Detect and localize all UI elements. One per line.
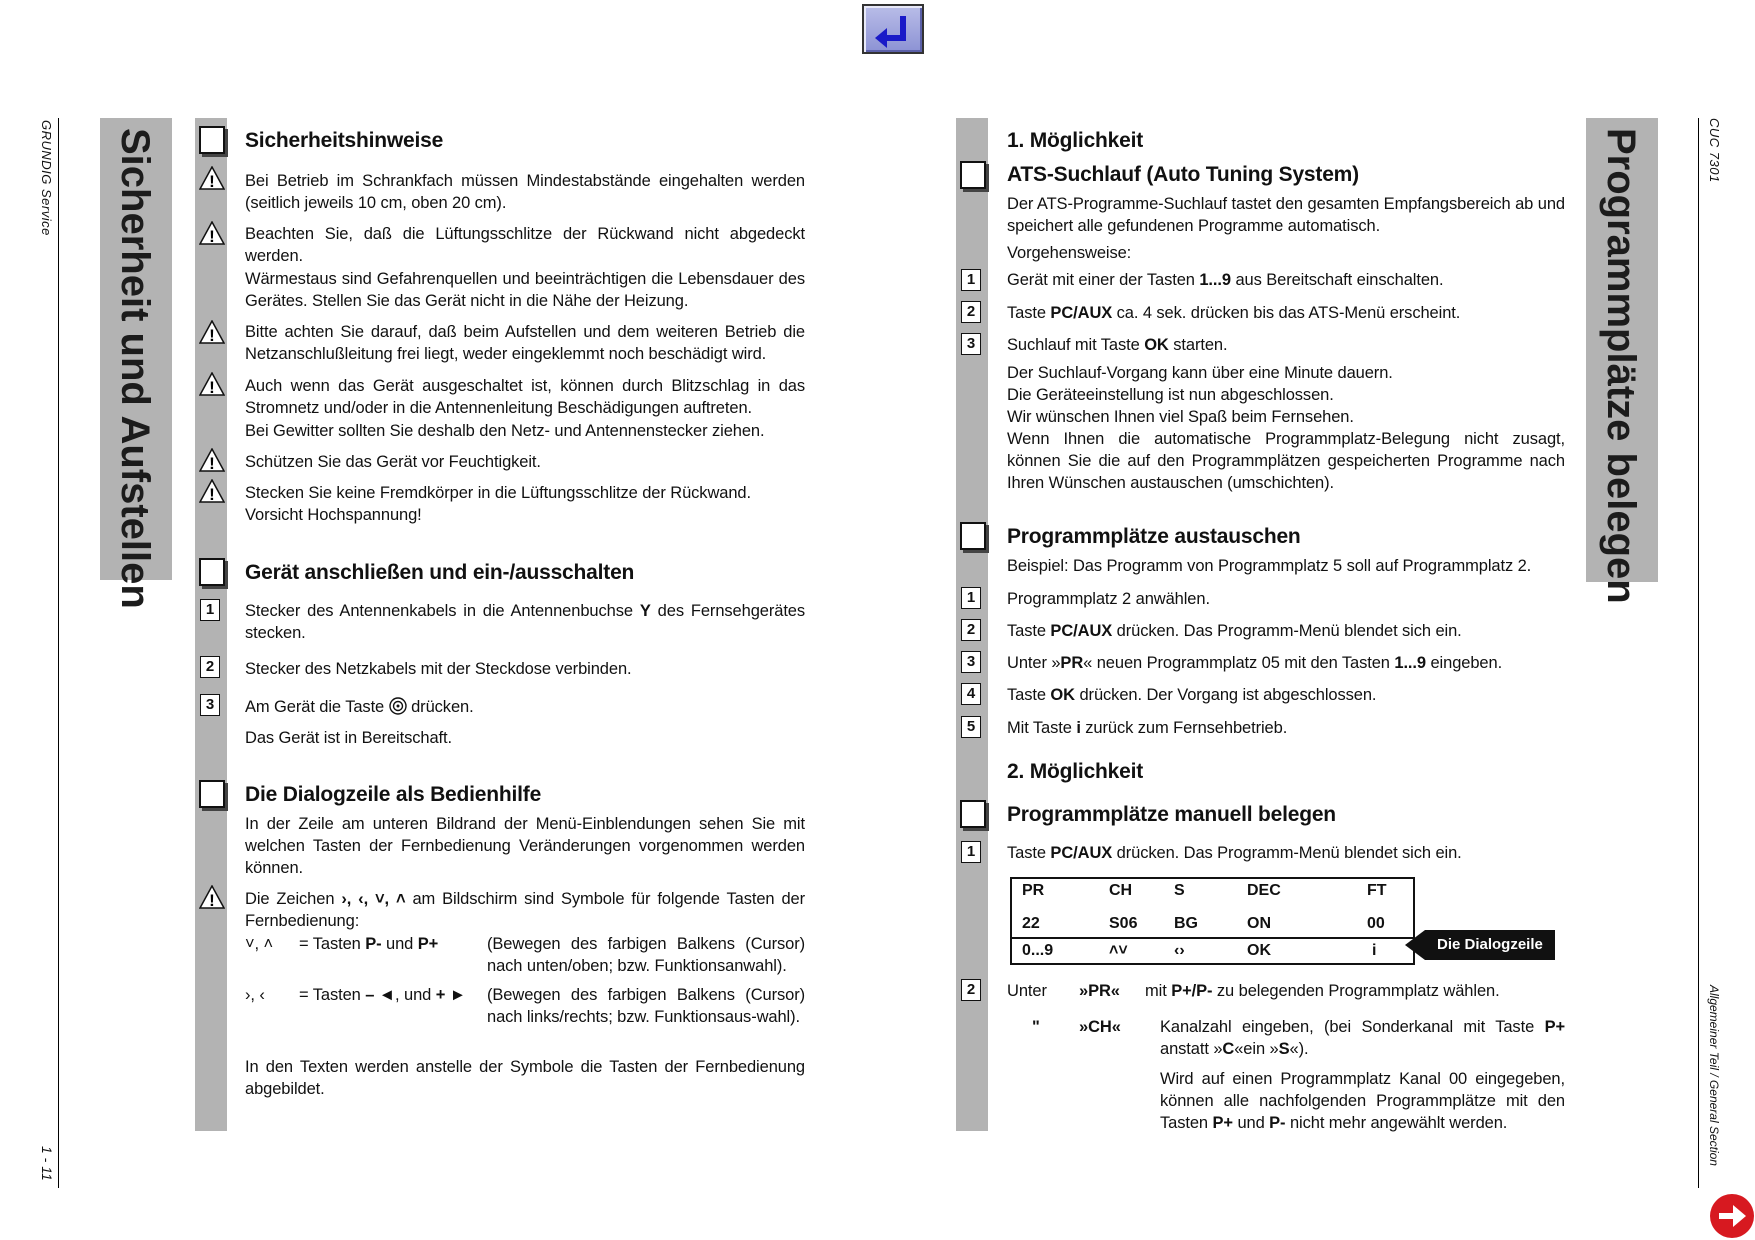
step-number: 2 [961,619,981,641]
safety-note: Bei Gewitter sollten Sie deshalb den Netz- und Antennenstecker ziehen. [245,422,765,440]
step-number: 3 [200,694,220,716]
paragraph: Vorgehensweise: [1007,244,1132,262]
table-header: DEC [1247,882,1281,899]
chapter-title: Programmplätze belegen [1599,128,1643,604]
step-text: Taste PC/AUX drücken. Das Programm-Menü blendet sich ein. [1007,844,1462,862]
step-text: Kanalzahl eingeben, (bei Sonderkanal mit Taste P+ anstatt »C«ein »S«). [1160,1018,1566,1058]
key-mapping: = Tasten P- und P+ [299,935,439,953]
section-heading: 2. Möglichkeit [1007,760,1144,783]
safety-note: Wärmestaus sind Gefahrenquellen und beeinträchtigen die Lebensdauer des Gerätes. Stellen Sie das Gerät nicht in die Nähe der Heizung. [245,270,805,310]
table-cell: i [1372,942,1377,959]
paragraph: In der Zeile am unteren Bildrand der Menü-Einblendungen sehen Sie mit welchen Tasten der Fernbedienung Veränderungen vorgenommen werden können. [245,815,805,877]
step-number: 1 [200,599,220,621]
step-text: Mit Taste i zurück zum Fernsehbetrieb. [1007,719,1288,737]
section-heading: Programmplätze manuell belegen [1007,803,1336,826]
step-note: Das Gerät ist in Bereitschaft. [245,729,452,747]
warning-icon [199,448,225,472]
table-header: CH [1109,882,1133,899]
section-box-icon [960,522,986,550]
step-text: Am Gerät die Taste drücken. [245,698,474,716]
chapter-title: Sicherheit und Aufstellen [113,128,157,609]
safety-note: Stecken Sie keine Fremdkörper in die Lüftungsschlitze der Rückwand. [245,484,751,502]
warning-icon [199,166,225,190]
section-heading: 1. Möglichkeit [1007,129,1144,152]
step-note: Die Geräteeinstellung ist nun abgeschlossen. [1007,386,1334,404]
step-number: 3 [961,333,981,355]
section-label: Allgemeiner Teil / General Section [1707,985,1721,1166]
paragraph: Beispiel: Das Programm von Programmplatz 5 soll auf Programmplatz 2. [1007,557,1532,575]
step-note: Wir wünschen Ihnen viel Spaß beim Fernsehen. [1007,408,1354,426]
table-cell: ‹› [1174,942,1185,959]
svg-text:!: ! [209,227,215,245]
warning-icon [199,885,225,909]
safety-note: Bitte achten Sie darauf, daß beim Aufstellen und dem weiteren Betrieb die Netzanschlußleitung frei liegt, weder eingeklemmt noch beschädigt wird. [245,323,805,363]
icon-gutter [195,118,227,1131]
margin-rule [58,118,59,1188]
table-cell: ˄˅ [1109,942,1128,959]
step-text: Unter »PR« neuen Programmplatz 05 mit den Tasten 1...9 eingeben. [1007,654,1503,672]
safety-note: Schützen Sie das Gerät vor Feuchtigkeit. [245,453,541,471]
step-text: Taste PC/AUX ca. 4 sek. drücken bis das ATS-Menü erscheint. [1007,304,1461,322]
table-cell: S06 [1109,915,1138,932]
section-box-icon [960,800,986,828]
table-cell: 22 [1022,915,1040,932]
page-number: 1 - 11 [39,1146,55,1181]
safety-note: Bei Betrieb im Schrankfach müssen Mindestabstände eingehalten werden (seitlich jeweils 10 cm, oben 20 cm). [245,172,805,212]
section-box-icon [199,780,225,808]
svg-text:!: ! [209,378,215,396]
symbol-glyph: ›, ‹ [245,986,265,1004]
return-arrow-icon [873,12,913,48]
section-heading: ATS-Suchlauf (Auto Tuning System) [1007,163,1359,186]
table-cell: 0...9 [1022,942,1054,959]
warning-icon [199,320,225,344]
margin-rule [1698,118,1699,1188]
svg-text:!: ! [209,454,215,472]
step-number: 2 [200,656,220,678]
table-cell: BG [1174,915,1198,932]
section-heading: Programmplätze austauschen [1007,525,1301,548]
step-number: 1 [961,841,981,863]
step-text: Stecker des Netzkabels mit der Steckdose verbinden. [245,660,632,678]
table-cell: OK [1247,942,1271,959]
table-cell: ON [1247,915,1271,932]
warning-icon [199,479,225,503]
section-box-icon [960,161,986,189]
ditto-mark: " [1032,1018,1040,1036]
svg-text:!: ! [209,326,215,344]
table-header: PR [1022,882,1045,899]
step-text: Gerät mit einer der Tasten 1...9 aus Bereitschaft einschalten. [1007,271,1444,289]
step-number: 2 [961,301,981,323]
key-description: (Bewegen des farbigen Balkens (Cursor) nach unten/oben; bzw. Funktionsanwahl). [487,935,805,975]
warning-icon [199,372,225,396]
key-mapping: = Tasten – ◄, und + ► [299,986,466,1004]
step-text: Programmplatz 2 anwählen. [1007,590,1210,608]
table-header: FT [1367,882,1387,899]
step-note: Wird auf einen Programmplatz Kanal 00 eingegeben, können alle nachfolgenden Programmplätze mit den Tasten P+ und P- nicht mehr angewählt werden. [1160,1070,1565,1132]
step-note: Der Suchlauf-Vorgang kann über eine Minute dauern. [1007,364,1393,382]
dialog-row [1012,939,1413,965]
table-row [1012,912,1413,938]
step-text: Taste PC/AUX drücken. Das Programm-Menü blendet sich ein. [1007,622,1462,640]
back-button[interactable] [862,4,924,54]
safety-note: Auch wenn das Gerät ausgeschaltet ist, können durch Blitzschlag in das Stromnetz und/oder in die Antennenleitung Beschädigungen auftreten. [245,377,805,417]
table-cell: 00 [1367,915,1385,932]
section-box-icon [199,126,225,154]
field-name: »CH« [1079,1018,1121,1036]
safety-note: Beachten Sie, daß die Lüftungsschlitze der Rückwand nicht abgedeckt werden. [245,225,805,265]
program-menu-table [1010,877,1415,965]
step-number: 1 [961,269,981,291]
paragraph: Die Zeichen ›, ‹, ˅, ˄ am Bildschirm sind Symbole für folgende Tasten der Fernbedienung: [245,890,805,930]
step-text: mit P+/P- zu belegenden Programmplatz wählen. [1145,982,1500,1000]
antenna-icon: Y [639,602,651,620]
symbol-glyph: ˅, ˄ [245,935,274,953]
dialog-symbols: ›, ‹, ˅, ˄ [341,890,406,908]
step-text: Unter [1007,982,1047,1000]
paragraph: Der ATS-Programme-Suchlauf tastet den gesamten Empfangsbereich ab und speichert alle gefundenen Programme automatisch. [1007,195,1565,235]
table-header: S [1174,882,1185,899]
next-page-button[interactable] [1710,1194,1754,1238]
power-standby-icon [389,697,407,715]
key-description: (Bewegen des farbigen Balkens (Cursor) nach links/rechts; bzw. Funktionsaus-wahl). [487,986,805,1026]
table-header-row [1012,879,1413,905]
section-heading: Die Dialogzeile als Bedienhilfe [245,783,542,806]
step-number: 1 [961,587,981,609]
section-box-icon [199,558,225,586]
chapter-title-bar [1586,118,1658,604]
step-text: Taste OK drücken. Der Vorgang ist abgeschlossen. [1007,686,1377,704]
step-text: Stecker des Antennenkabels in die Antennenbuchse Y des Fernsehgerätes stecken. [245,602,806,642]
section-heading: Sicherheitshinweise [245,129,444,152]
brand-label: GRUNDIG Service [39,120,54,236]
model-label: CUC 7301 [1707,118,1722,183]
step-note: Wenn Ihnen die automatische Programmplatz-Belegung nicht zusagt, können Sie die auf den Programmplätzen gespeicherten Programme nach Ihren Wünschen austauschen (umschichten). [1007,430,1565,492]
dialog-line-label: Die Dialogzeile [1425,930,1555,960]
step-text: Suchlauf mit Taste OK starten. [1007,336,1228,354]
svg-text:!: ! [209,172,215,190]
step-number: 2 [961,979,981,1001]
step-number: 3 [961,651,981,673]
pointer-arrow-icon [1405,930,1425,960]
paragraph: In den Texten werden anstelle der Symbole die Tasten der Fernbedienung abgebildet. [245,1058,805,1098]
step-number: 4 [961,683,981,705]
section-heading: Gerät anschließen und ein-/ausschalten [245,561,635,584]
svg-text:!: ! [209,485,215,503]
svg-text:!: ! [209,891,215,909]
step-number: 5 [961,716,981,738]
field-name: »PR« [1079,982,1120,1000]
warning-icon [199,221,225,245]
safety-note: Vorsicht Hochspannung! [245,506,422,524]
next-page-arrow-icon [1716,1200,1748,1232]
chapter-title-bar [100,118,172,609]
